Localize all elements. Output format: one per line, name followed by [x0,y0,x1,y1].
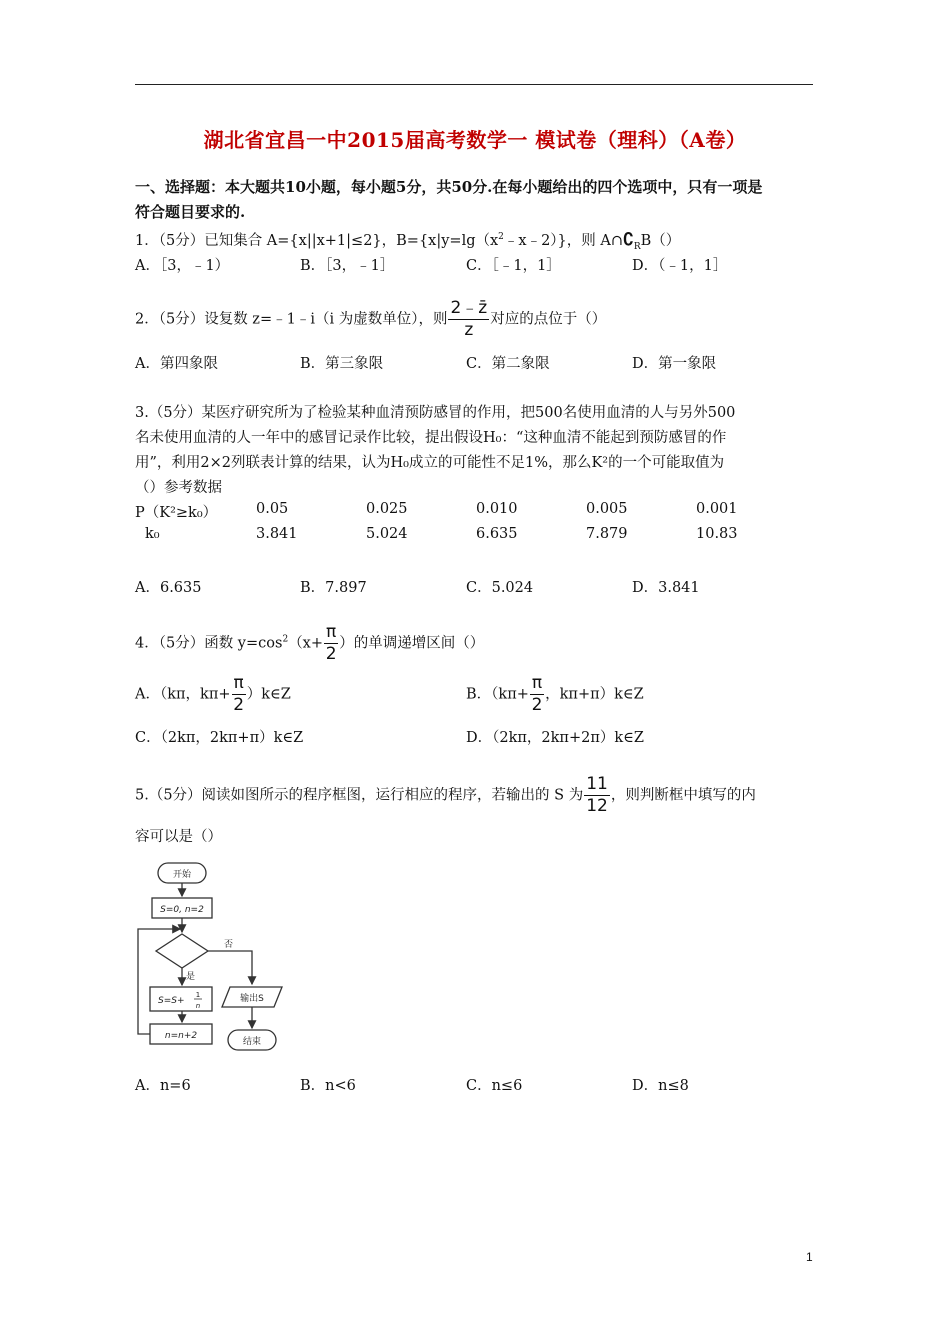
page-title: 湖北省宜昌一中2015届高考数学一 模试卷（理科）（A卷） [203,128,747,152]
flow-update-s-den: n [195,1002,201,1010]
q4-frac-den: 2 [325,644,337,664]
q5-option-b: B．n<6 [300,1078,356,1094]
q2-option-c: C．第二象限 [466,356,550,372]
q1-option-d: D．（﹣1，1］ [632,258,728,274]
q5-option-d: D．n≤8 [632,1078,689,1094]
q1-option-b: B．［3，﹣1］ [300,258,395,274]
question-5 [135,776,756,815]
flow-update-s-label: S=S+ [158,996,185,1006]
q4-optB-post: ，kπ+π）k∈Z [545,686,644,703]
q4-optA-num: π [233,673,244,693]
q1-option-c: C．［﹣1，1］ [466,258,561,274]
q3-table-cell: 0.001 [696,501,738,517]
q5-frac-num: 11 [586,774,608,794]
q4-text-pre: 4．（5分）函数 y=cos [135,635,283,652]
q2-text-post: 对应的点位于（） [490,311,607,328]
q3-table-cell: 7.879 [586,526,628,542]
q4-optB-fraction [530,675,544,714]
q3-option-b: B．7.897 [300,580,367,596]
q5-option-a: A．n=6 [135,1078,191,1094]
q3-table-cell: 0.05 [256,501,289,517]
q4-optA-post: ）k∈Z [246,686,291,703]
q3-table-cell: 0.010 [476,501,518,517]
q4-optA-fraction [232,675,246,714]
q3-table-cell: 10.83 [696,526,738,542]
q2-option-b: B．第三象限 [300,356,384,372]
q5-text-pre: 5.（5分）阅读如图所示的程序框图，运行相应的程序，若输出的 S 为 [135,787,584,804]
flow-init-label: S=0, n=2 [160,905,204,915]
q1-sub: R [633,241,641,252]
q2-fraction [448,300,489,339]
q4-optB-pre: B．（kπ+ [466,686,529,703]
flow-no-label: 否 [224,940,234,950]
q3-table-row1-label: P（K²≥k₀） [135,505,218,521]
flow-start-label: 开始 [172,870,192,880]
q2-frac-num: 2﹣z̄ [450,298,488,318]
question-1 [135,229,680,252]
q3-line2: 名未使用血清的人一年中的感冒记录作比较，提出假设H₀：“这种血清不能起到预防感冒的作 [135,430,727,446]
q3-table-cell: 0.025 [366,501,408,517]
q3-option-d: D．3.841 [632,580,700,596]
flow-yes-label: 是 [186,972,196,982]
q4-optB-num: π [531,673,543,693]
q3-table-cell: 5.024 [366,526,408,542]
flow-decision-diamond [156,934,208,968]
q3-table-row2-label: k₀ [145,526,160,542]
q2-option-a: A．第四象限 [135,356,218,372]
q5-option-c: C．n≤6 [466,1078,523,1094]
page-number: 1 [806,1250,813,1264]
q4-optB-den: 2 [531,695,543,715]
q1-option-a: A．［3，﹣1） [135,258,230,274]
q4-optA-pre: A．（kπ，kπ+ [135,686,231,703]
program-flowchart [130,858,290,1058]
q1-complement: ∁ [623,230,634,250]
q1-sup: 2 [498,232,504,243]
question-4 [135,624,484,663]
q3-line4: （）参考数据 [135,480,222,496]
q4-option-a [135,675,291,714]
q4-optA-den: 2 [233,695,245,715]
q4-sup: 2 [282,634,289,645]
question-2 [135,300,606,339]
q4-text-post: ）的单调递增区间（） [339,635,485,652]
q1-text-mid: ﹣x﹣2）}，则 A∩ [503,233,624,249]
q1-text-post: B（） [640,233,681,249]
q3-option-a: A．6.635 [135,580,202,596]
q5-frac-den: 12 [586,796,608,816]
q5-line2: 容可以是（） [135,829,222,845]
q2-option-d: D．第一象限 [632,356,717,372]
section-heading-line2: 符合题目要求的. [135,203,246,221]
q3-table-cell: 3.841 [256,526,298,542]
flow-end-label: 结束 [242,1037,262,1047]
section-heading-line1: 一、选择题：本大题共10小题，每小题5分，共50分.在每小题给出的四个选项中，只有一项是 [135,178,763,196]
q3-line1: 3.（5分）某医疗研究所为了检验某种血清预防感冒的作用，把500名使用血清的人与另外500 [135,405,736,421]
q5-fraction [584,776,610,815]
q5-text-post: ，则判断框中填写的内 [610,787,756,804]
q4-option-b [466,675,644,714]
flow-update-s-num: 1 [195,991,201,999]
q4-option-c: C．（2kπ，2kπ+π）k∈Z [135,730,304,746]
flow-update-n-label: n=n+2 [164,1031,198,1041]
q3-table-cell: 0.005 [586,501,628,517]
q4-fraction [324,624,338,663]
q1-text-pre: 1．（5分）已知集合 A={x||x+1|≤2}，B={x|y=lg（x [135,233,499,249]
q4-text-mid: （x+ [288,635,324,652]
q3-option-c: C．5.024 [466,580,534,596]
q3-line3: 用”，利用2×2列联表计算的结果，认为H₀成立的可能性不足1%，那么K²的一个可能取值为 [135,455,725,471]
q2-frac-den: z [464,320,474,340]
flow-output-label: 输出S [240,994,264,1004]
q2-text-pre: 2．（5分）设复数 z=﹣1﹣i（i 为虚数单位），则 [135,311,448,328]
header-rule [135,84,813,85]
q4-frac-num: π [326,622,337,642]
q3-table-cell: 6.635 [476,526,518,542]
q4-option-d: D．（2kπ，2kπ+2π）k∈Z [466,730,644,746]
